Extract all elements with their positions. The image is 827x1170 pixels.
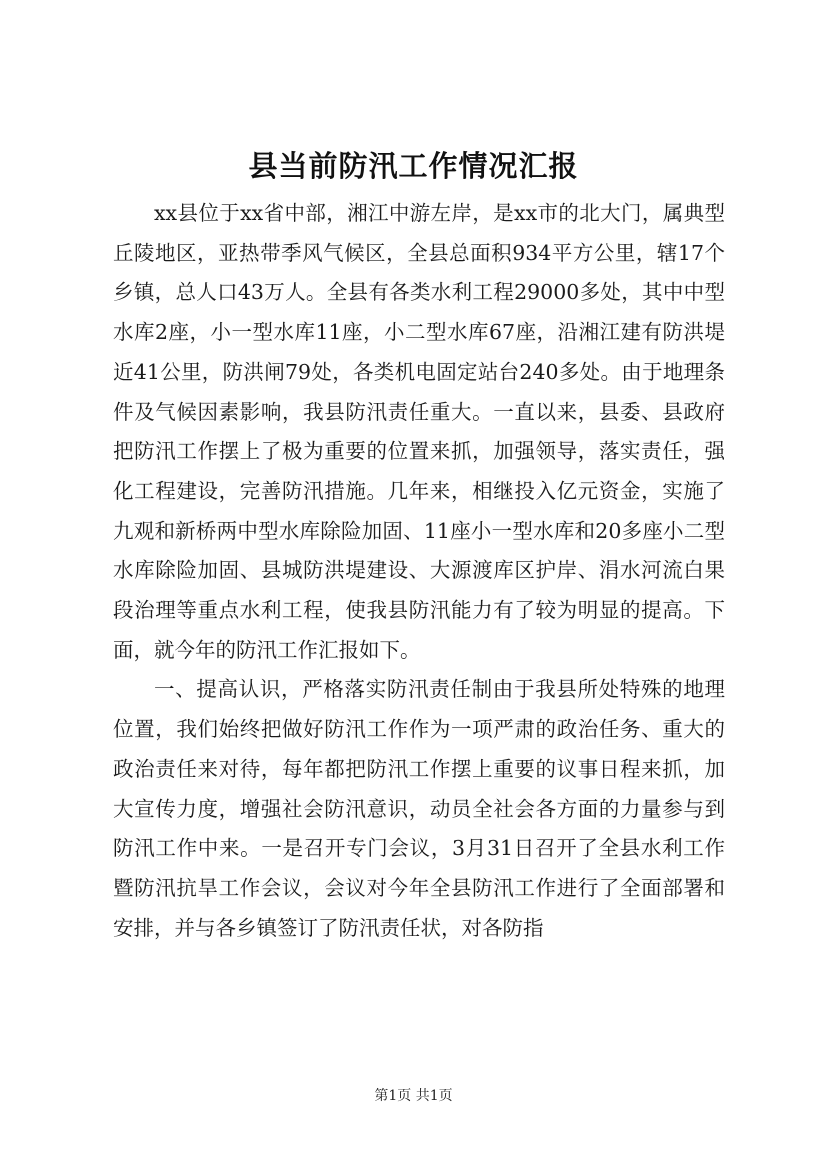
paragraph-section-1: 一、提高认识，严格落实防汛责任制由于我县所处特殊的地理位置，我们始终把做好防汛工作作为一项严肃的政治任务、重大的政治责任来对待，每年都把防汛工作摆上重要的议事日程来抓，加大宣传力度，增强社会防汛意识，动员全社会各方面的力量参与到防汛工作中来。一是召开专门会议，3月31日召开了全县水利工作暨防汛抗旱工作会议，会议对今年全县防汛工作进行了全面部署和安排，并与各乡镇签订了防汛责任状，对各防指 — [113, 677, 725, 940]
paragraph-intro: xx县位于xx省中部，湘江中游左岸，是xx市的北大门，属典型丘陵地区，亚热带季风气候区，全县总面积934平方公里，辖17个乡镇，总人口43万人。全县有各类水利工程29000多处，其中中型水库2座，小一型水库11座，小二型水库67座，沿湘江建有防洪堤近41公里，防洪闸79处，各类机电固定站台240多处。由于地理条件及气候因素影响，我县防汛责任重大。一直以来，县委、县政府把防汛工作摆上了极为重要的位置来抓，加强领导，落实责任，强化工程建设，完善防汛措施。几年来，相继投入亿元资金，实施了九观和新桥两中型水库除险加固、11座小一型水库和20多座小二型水库除险加固、县城防洪堤建设、大源渡库区护岸、涓水河流白果段治理等重点水利工程，使我县防汛能力有了较为明显的提高。下面，就今年的防汛工作汇报如下。 — [113, 201, 725, 662]
document-title: 县当前防汛工作情况汇报 — [248, 149, 579, 183]
document-body — [113, 194, 725, 948]
page-number-footer: 第1页 共1页 — [374, 1088, 453, 1104]
